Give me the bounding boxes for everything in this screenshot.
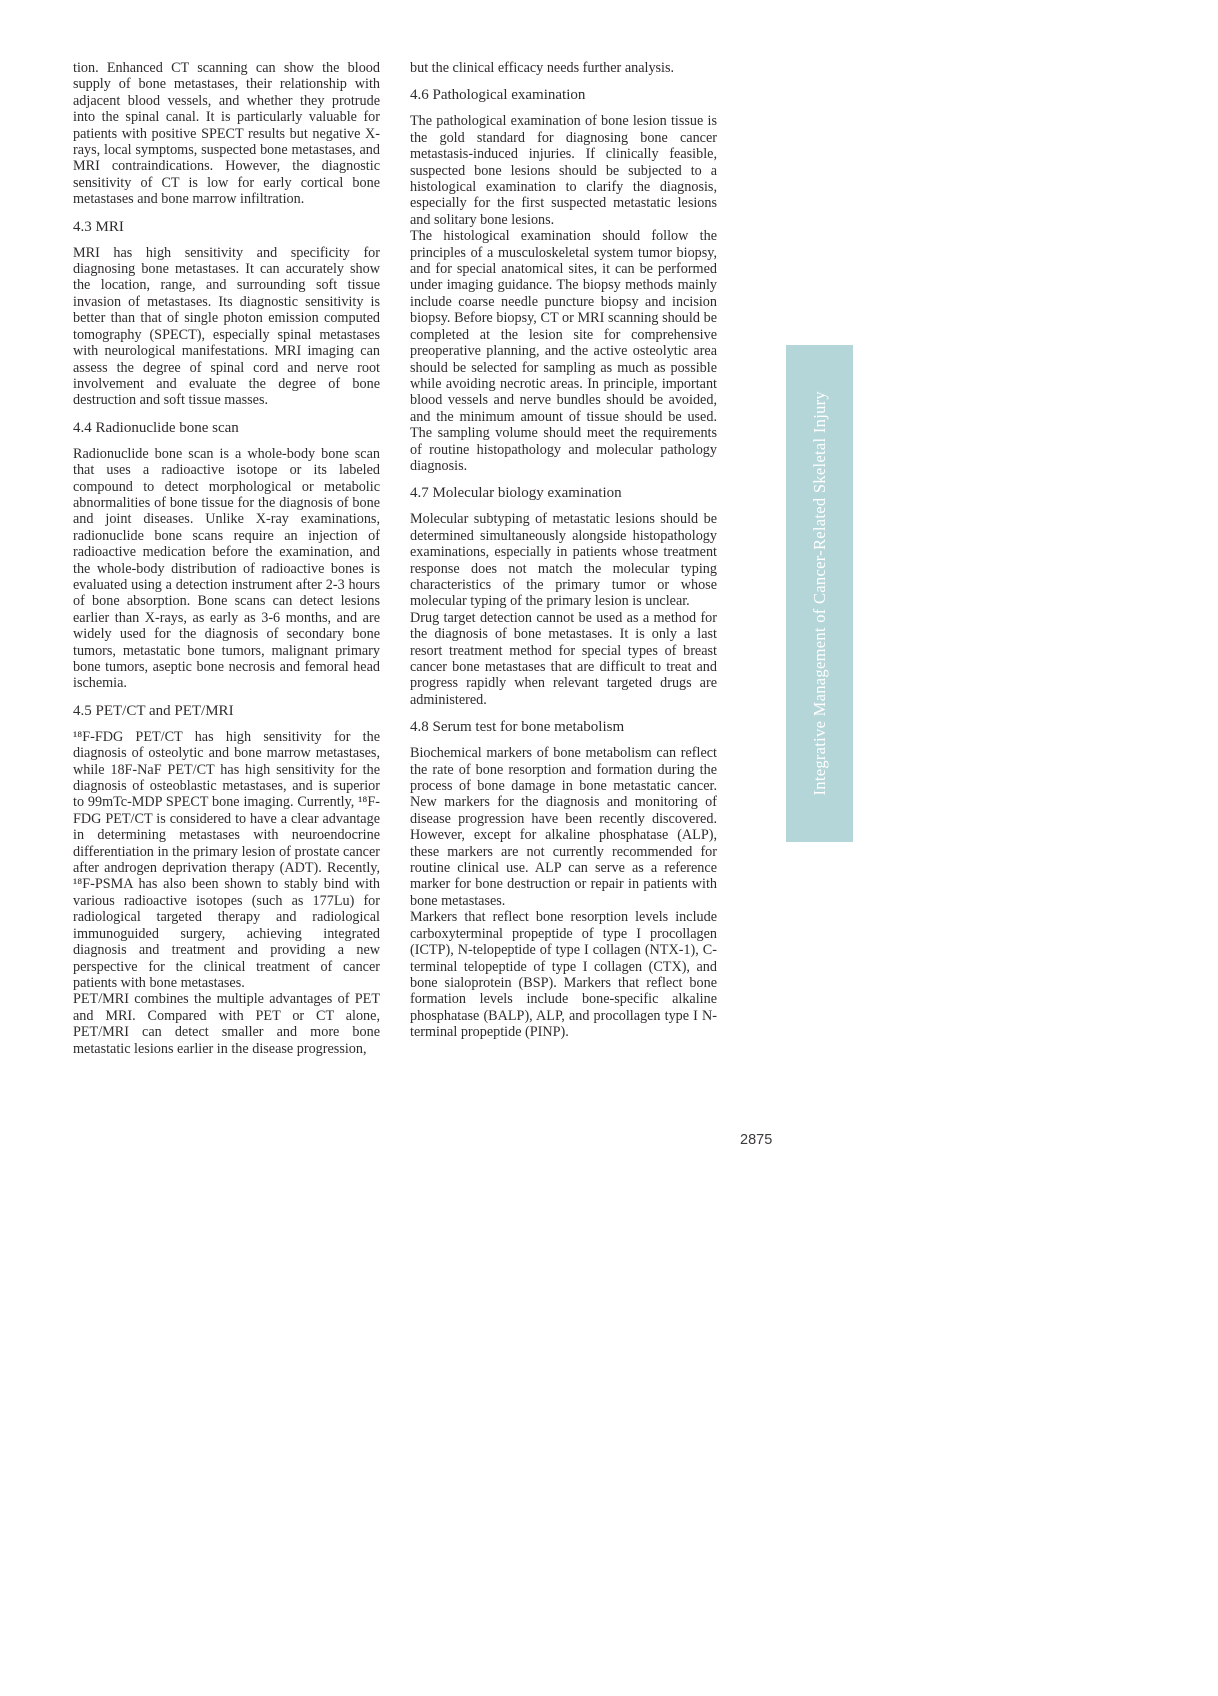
paragraph: The histological examination should follow the principles of a musculoskeletal system tumor biopsy, and for special anatomical sites, it can be performed under imaging guidance. The biopsy methods mainly include coarse needle puncture biopsy and incision biopsy. Before biopsy, CT or MRI scanning should be completed at the lesion site for comprehensive preoperative planning, and the active osteolytic area should be selected for sampling as much as possible while avoiding necrotic areas. In principle, important blood vessels and nerve bundles should be avoided, and the minimum amount of tissue should be used. The sampling volume should meet the requirements of routine histopathology and molecular pathology diagnosis. [410,228,717,474]
paragraph: Molecular subtyping of metastatic lesions should be determined simultaneously alongside histopathology examinations, especially in patients whose treatment response does not match the molecular typing characteristics of the primary tumor or whose molecular typing of the primary lesion is unclear. [410,511,717,610]
paragraph: Drug target detection cannot be used as a method for the diagnosis of bone metastases. It is only a last resort treatment method for special types of breast cancer bone metastases that are difficult to treat and progress rapidly when relevant targeted drugs are administered. [410,609,717,708]
section-heading: 4.4 Radionuclide bone scan [73,419,239,436]
section-heading: 4.7 Molecular biology examination [410,485,622,502]
paragraph: Radionuclide bone scan is a whole-body bone scan that uses a radioactive isotope or its labeled compound to detect morphological or metabolic abnormalities of bone tissue for the diagnosis of bone and joint diseases. Unlike X-ray examinations, radionuclide bone scans require an injection of radioactive medication before the examination, and the whole-body distribution of radioactive bones is evaluated using a detection instrument after 2-3 hours of bone absorption. Bone scans can detect lesions earlier than X-rays, as early as 3-6 months, and are widely used for the diagnosis of secondary bone tumors, metastatic bone tumors, malignant primary bone tumors, aseptic bone necrosis and femoral head ischemia. [73,445,380,692]
chapter-sidebar-banner [786,345,853,842]
paragraph: tion. Enhanced CT scanning can show the blood supply of bone metastases, their relationship with adjacent blood vessels, and whether they protrude into the spinal canal. It is particularly valuable for patients with positive SPECT results but negative X-rays, local symptoms, suspected bone metastases, and MRI contraindications. However, the diagnostic sensitivity of CT is low for early cortical bone metastases and bone marrow infiltration. [73,60,380,208]
section-heading: 4.6 Pathological examination [410,87,586,104]
section-heading: 4.8 Serum test for bone metabolism [410,719,625,736]
left-column [73,60,380,1057]
paragraph: Markers that reflect bone resorption levels include carboxyterminal propeptide of type I procollagen (ICTP), N-telopeptide of type I collagen (NTX-1), C-terminal telopeptide of type I collagen (CTX), and bone sialoprotein (BSP). Markers that reflect bone formation levels include bone-specific alkaline phosphatase (BALP), ALP, and procollagen type I N-terminal propeptide (PINP). [410,909,717,1041]
paragraph: The pathological examination of bone lesion tissue is the gold standard for diagnosing bone cancer metastasis-induced injuries. If clinically feasible, suspected bone lesions should be subjected to a histological examination to clarify the diagnosis, especially for the first suspected metastatic lesions and solitary bone lesions. [410,113,717,228]
two-column-text [73,60,718,1057]
section-heading: 4.3 MRI [73,218,124,235]
paragraph: PET/MRI combines the multiple advantages of PET and MRI. Compared with PET or CT alone, PET/MRI can detect smaller and more bone metastatic lesions earlier in the disease progression, [73,991,380,1057]
paragraph: Biochemical markers of bone metabolism can reflect the rate of bone resorption and formation during the process of bone damage in bone metastatic cancer. New markers for the diagnosis and monitoring of disease progression have been recently discovered. However, except for alkaline phosphatase (ALP), these markers are not currently recommended for routine clinical use. ALP can serve as a reference marker for bone destruction or repair in patients with bone metastases. [410,745,717,909]
paragraph: MRI has high sensitivity and specificity for diagnosing bone metastases. It can accurately show the location, range, and surrounding soft tissue invasion of metastases. Its diagnostic sensitivity is better than that of single photon emission computed tomography (SPECT), especially spinal metastases with neurological manifestations. MRI imaging can assess the degree of spinal cord and nerve root involvement and evaluate the degree of bone destruction and soft tissue masses. [73,244,380,409]
paragraph: ¹⁸F-FDG PET/CT has high sensitivity for the diagnosis of osteolytic and bone marrow metastases, while 18F-NaF PET/CT has high sensitivity for the diagnosis of osteoblastic metastases, and is superior to 99mTc-MDP SPECT bone imaging. Currently, ¹⁸F-FDG PET/CT is considered to have a clear advantage in determining metastases with neuroendocrine differentiation in the primary lesion of prostate cancer after androgen deprivation therapy (ADT). Recently, ¹⁸F-PSMA has also been shown to stably bind with various radioactive isotopes (such as 177Lu) for radiological targeted therapy and radiological immunoguided surgery, achieving integrated diagnosis and treatment and providing a new perspective for the clinical treatment of cancer patients with bone metastases. [73,728,380,991]
chapter-title-vertical: Integrative Management of Cancer-Related Skeletal Injury [809,391,829,796]
page-number: 2875 [740,1132,773,1148]
paragraph: but the clinical efficacy needs further analysis. [410,60,675,76]
section-heading: 4.5 PET/CT and PET/MRI [73,702,234,719]
right-column [410,60,717,1057]
